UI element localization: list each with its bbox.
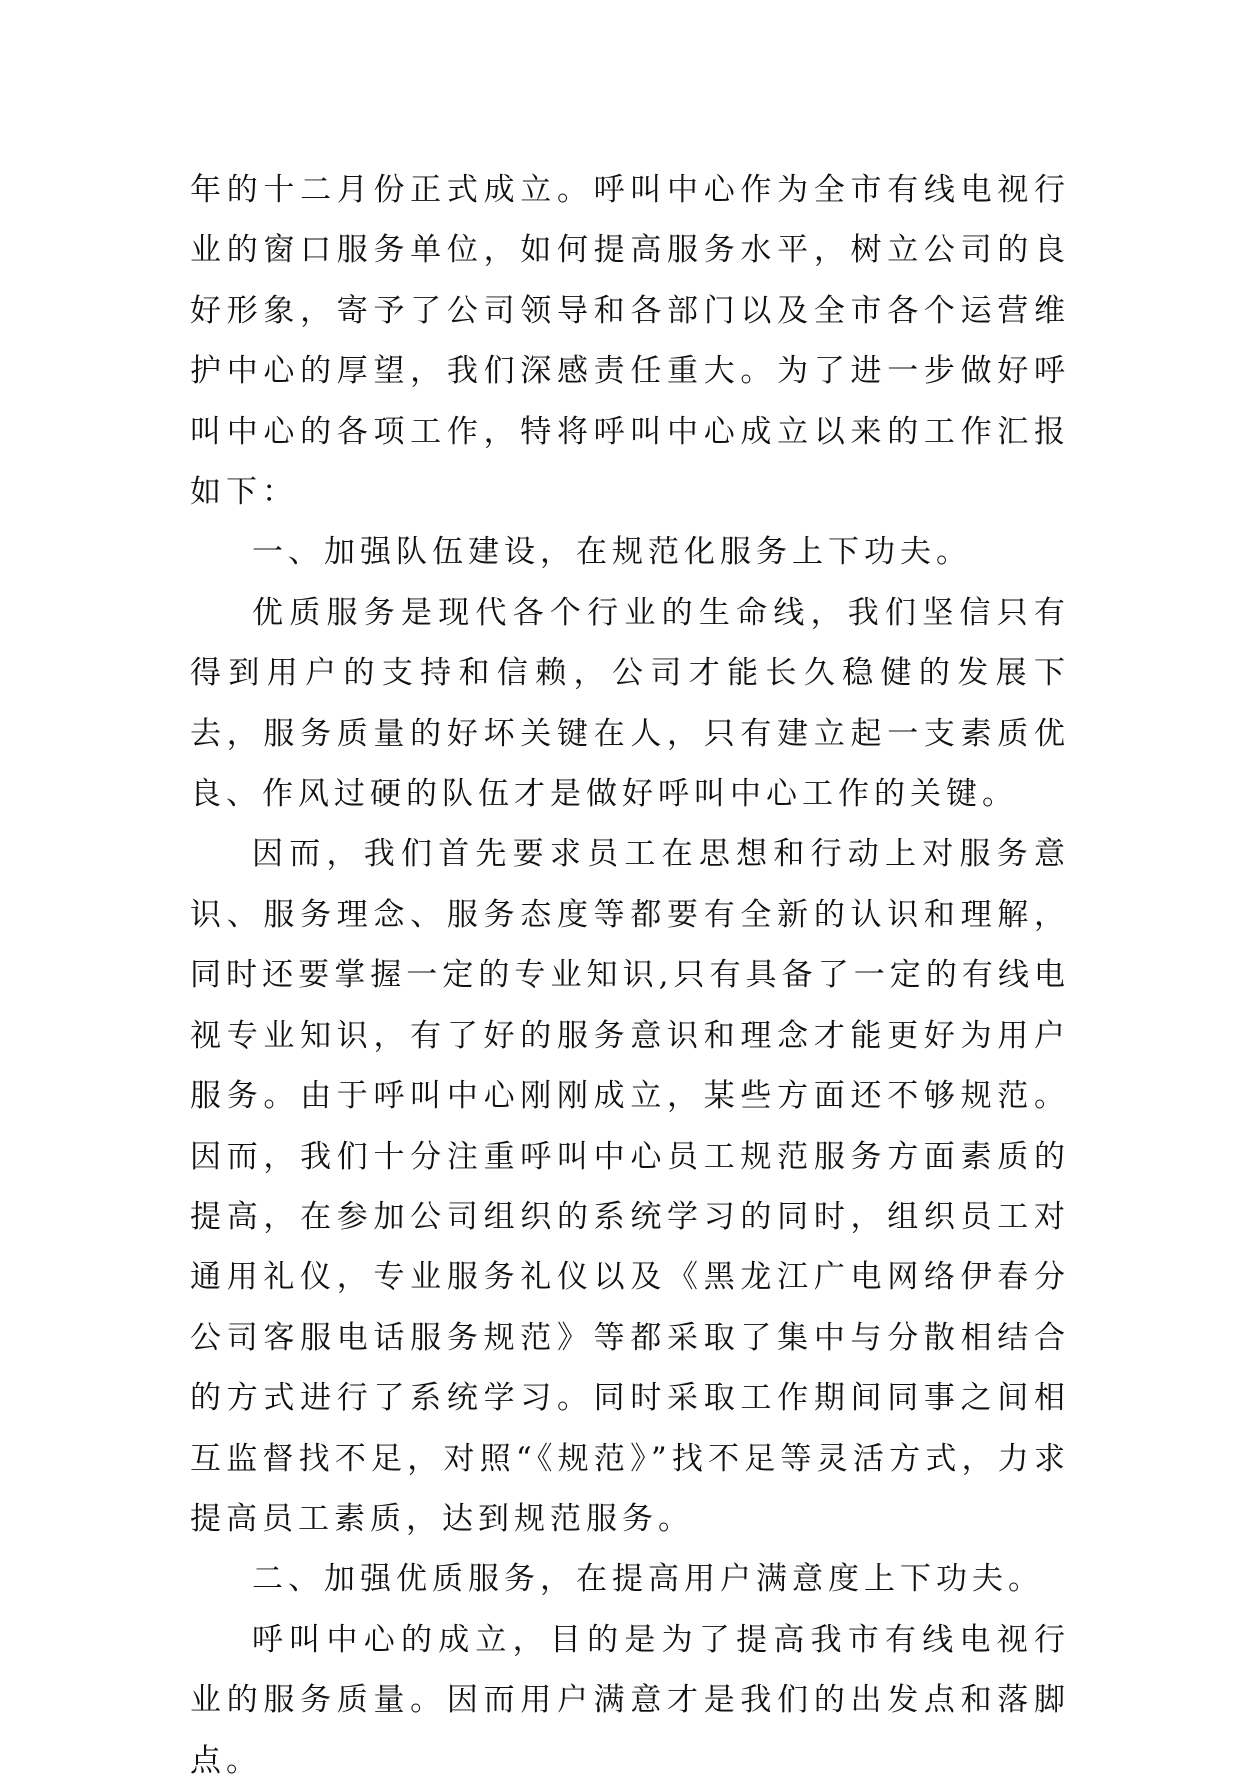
paragraph-staff-training: 因而，我们首先要求员工在思想和行动上对服务意识、服务理念、服务态度等都要有全新的认识和理解，同时还要掌握一定的专业知识,只有具备了一定的有线电视专业知识，有了好的服务意识和理念才能更好为用户服务。由于呼叫中心刚刚成立，某些方面还不够规范。因而，我们十分注重呼叫中心员工规范服务方面素质的提高，在参加公司组织的系统学习的同时，组织员工对通用礼仪，专业服务礼仪以及《黑龙江广电网络伊春分公司客服电话服务规范》等都采取了集中与分散相结合的方式进行了系统学习。同时采取工作期间同事之间相互监督找不足，对照“《规范》”找不足等灵活方式，力求提高员工素质，达到规范服务。 [190, 836, 1070, 1537]
heading-section-two: 二、加强优质服务，在提高用户满意度上下功夫。 [252, 1561, 1044, 1598]
paragraph-quality-service: 优质服务是现代各个行业的生命线，我们坚信只有得到用户的支持和信赖，公司才能长久稳健的发展下去，服务质量的好坏关键在人，只有建立起一支素质优良、作风过硬的队伍才是做好呼叫中心工作的关键。 [190, 594, 1070, 813]
heading-section-one: 一、加强队伍建设，在规范化服务上下功夫。 [252, 534, 972, 571]
paragraph-call-center-purpose: 呼叫中心的成立，目的是为了提高我市有线电视行业的服务质量。因而用户满意才是我们的出发点和落脚点。 [190, 1621, 1070, 1779]
document-body [190, 160, 1070, 1791]
paragraph-intro: 年的十二月份正式成立。呼叫中心作为全市有线电视行业的窗口服务单位，如何提高服务水平，树立公司的良好形象，寄予了公司领导和各部门以及全市各个运营维护中心的厚望，我们深感责任重大。为了进一步做好呼叫中心的各项工作，特将呼叫中心成立以来的工作汇报如下： [190, 172, 1070, 511]
